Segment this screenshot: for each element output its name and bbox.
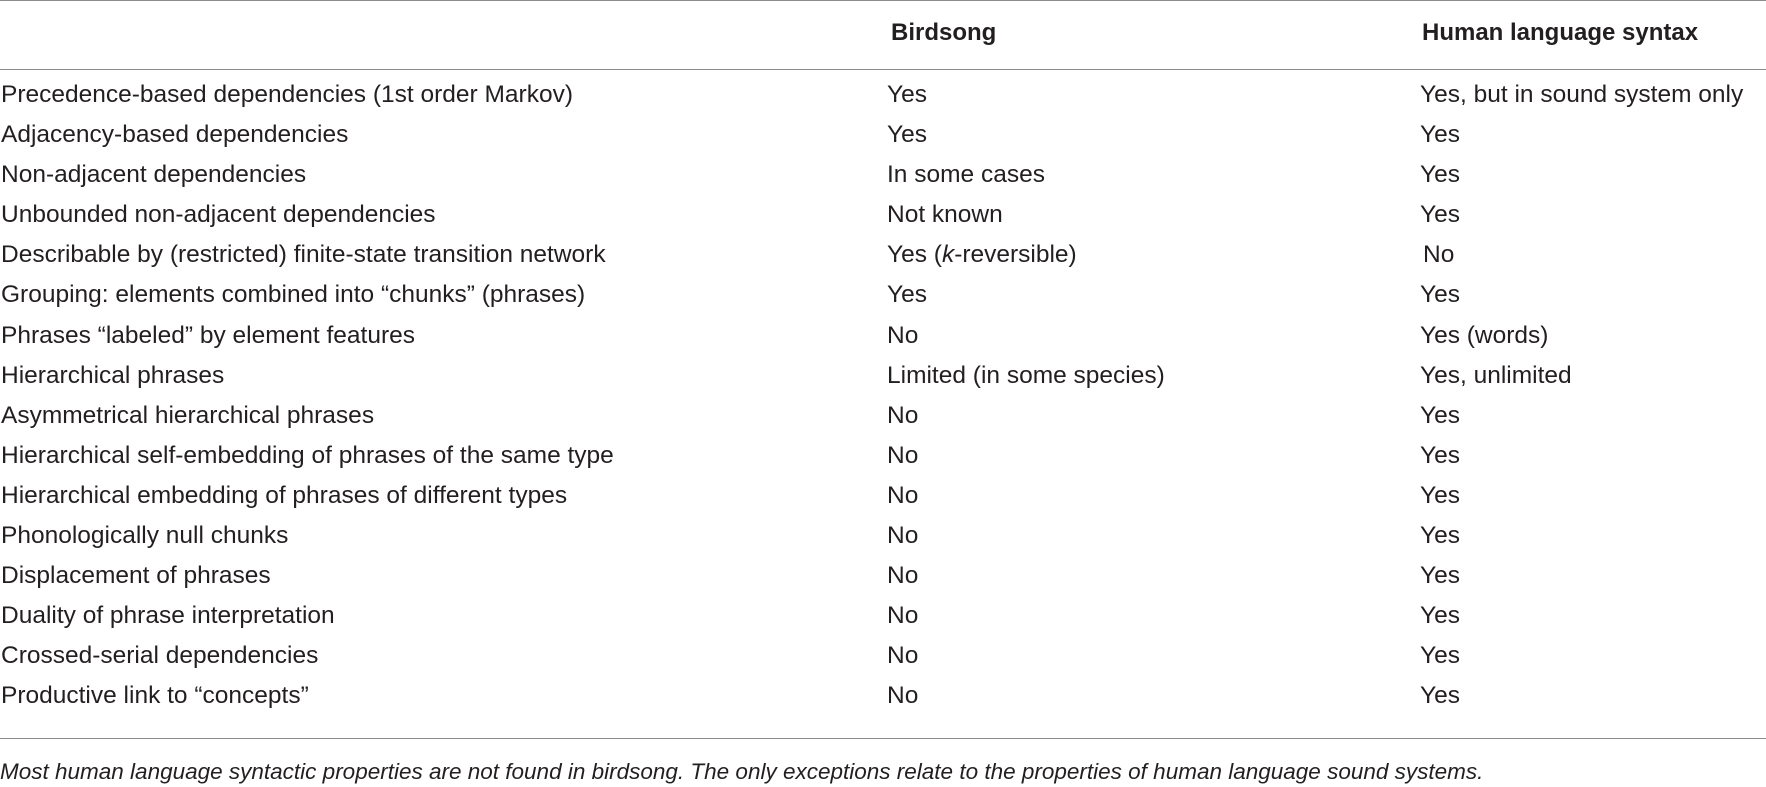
table-header-rule [0,69,1766,70]
property-cell: Asymmetrical hierarchical phrases [1,401,375,429]
table-row [0,200,1766,240]
birdsong-cell: No [887,441,919,469]
header-human-language-syntax: Human language syntax [1422,19,1699,46]
human-cell: Yes [1420,441,1460,469]
table-row [0,401,1766,441]
table-row [0,120,1766,160]
table-row [0,361,1766,401]
table-row [0,240,1766,280]
table-row [0,321,1766,361]
human-cell: Yes, unlimited [1420,361,1572,389]
human-cell: Yes (words) [1420,321,1549,349]
table-header-row [0,0,1766,69]
birdsong-cell: Yes [887,81,927,108]
header-birdsong: Birdsong [891,19,997,46]
birdsong-cell: No [887,562,919,590]
table-row [0,521,1766,561]
human-cell: Yes [1420,281,1460,309]
property-cell: Unbounded non-adjacent dependencies [1,201,436,229]
birdsong-cell: Yes [887,121,927,149]
table-row [0,641,1766,681]
table-footnote: Most human language syntactic properties are not found in birdsong. The only exceptions relate to the properties of human language sound systems. [0,759,1484,784]
property-cell: Displacement of phrases [1,562,271,590]
table-row [0,481,1766,521]
property-cell: Hierarchical embedding of phrases of different types [1,481,568,509]
table-row [0,160,1766,200]
table-body [0,80,1766,722]
property-cell: Productive link to “concepts” [1,682,309,710]
human-cell: Yes [1420,522,1460,550]
property-cell: Precedence-based dependencies (1st order Markov) [1,81,573,108]
property-cell: Hierarchical self-embedding of phrases of the same type [1,441,614,469]
birdsong-cell: No [887,682,919,710]
birdsong-cell: No [887,602,919,630]
table-row [0,280,1766,320]
human-cell: Yes [1420,401,1460,429]
birdsong-cell: In some cases [887,161,1045,189]
table-bottom-rule [0,738,1766,739]
property-cell: Describable by (restricted) finite-state transition network [1,241,606,269]
birdsong-cell: Limited (in some species) [887,361,1165,389]
birdsong-cell: No [887,642,919,670]
human-cell: Yes [1420,481,1460,509]
property-cell: Phrases “labeled” by element features [1,321,415,349]
birdsong-cell: No [887,481,919,509]
birdsong-cell: Not known [887,201,1003,229]
property-cell: Non-adjacent dependencies [1,161,307,189]
table-row [0,601,1766,641]
birdsong-cell: No [887,321,919,349]
human-cell: Yes [1420,602,1460,630]
human-cell: Yes [1420,682,1460,710]
property-cell: Grouping: elements combined into “chunks” (phrases) [1,281,586,309]
property-cell: Hierarchical phrases [1,361,225,389]
human-cell: No [1423,241,1455,269]
birdsong-cell: No [887,522,919,550]
human-cell: Yes [1420,642,1460,670]
human-cell: Yes [1420,121,1460,149]
human-cell: Yes, but in sound system only [1420,81,1744,108]
birdsong-cell: Yes (k-reversible) [887,241,1077,269]
property-cell: Crossed-serial dependencies [1,642,319,670]
table-row [0,681,1766,721]
property-cell: Phonologically null chunks [1,522,289,550]
birdsong-cell: No [887,401,919,429]
property-cell: Duality of phrase interpretation [1,602,335,630]
table-row [0,441,1766,481]
human-cell: Yes [1420,161,1460,189]
human-cell: Yes [1420,562,1460,590]
table-row [0,561,1766,601]
birdsong-cell: Yes [887,281,927,309]
property-cell: Adjacency-based dependencies [1,121,349,149]
table-row [0,80,1766,120]
human-cell: Yes [1420,201,1460,229]
